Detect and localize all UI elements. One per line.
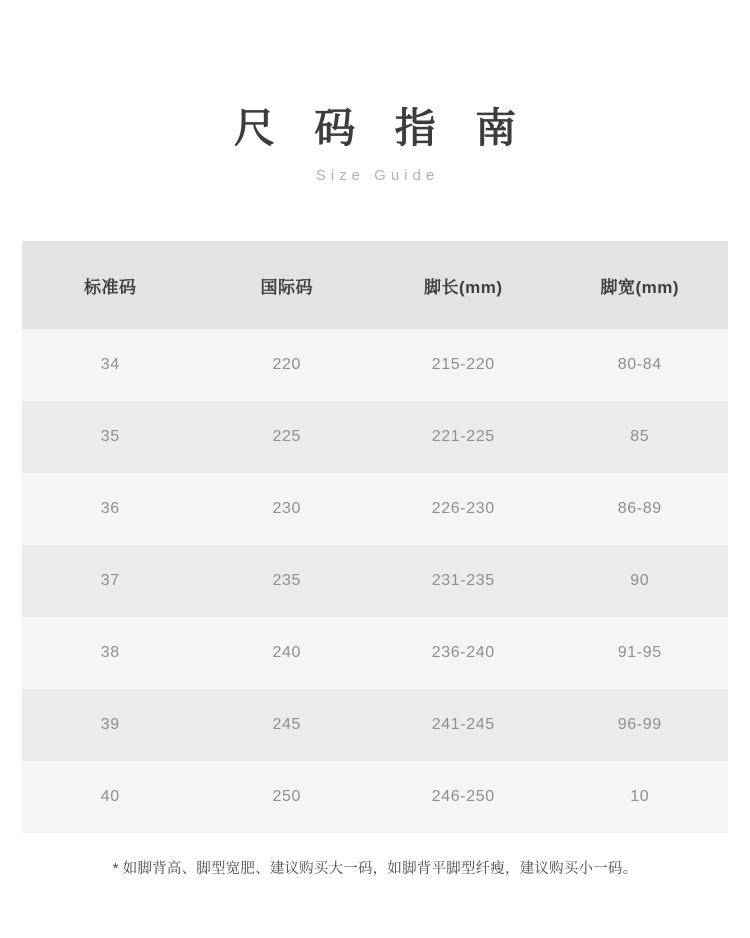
cell-standard-size: 34 xyxy=(22,329,199,401)
table-row xyxy=(22,329,728,401)
page-header xyxy=(0,0,750,184)
table-row xyxy=(22,617,728,689)
size-table-container xyxy=(22,241,728,833)
cell-international-size: 225 xyxy=(199,401,376,473)
size-table-body xyxy=(22,329,728,833)
table-row xyxy=(22,761,728,833)
table-row xyxy=(22,545,728,617)
table-row xyxy=(22,689,728,761)
cell-international-size: 230 xyxy=(199,473,376,545)
cell-foot-length: 241-245 xyxy=(375,689,552,761)
cell-foot-width: 90 xyxy=(552,545,729,617)
cell-foot-width: 10 xyxy=(552,761,729,833)
cell-foot-width: 96-99 xyxy=(552,689,729,761)
page-title: 尺 码 指 南 xyxy=(233,105,531,151)
cell-foot-width: 86-89 xyxy=(552,473,729,545)
cell-international-size: 250 xyxy=(199,761,376,833)
table-row xyxy=(22,473,728,545)
cell-international-size: 240 xyxy=(199,617,376,689)
cell-international-size: 245 xyxy=(199,689,376,761)
table-header-row xyxy=(22,241,728,329)
column-header-international-size: 国际码 xyxy=(199,241,376,329)
cell-foot-width: 80-84 xyxy=(552,329,729,401)
size-table xyxy=(22,241,728,833)
cell-foot-length: 246-250 xyxy=(375,761,552,833)
cell-foot-length: 236-240 xyxy=(375,617,552,689)
cell-standard-size: 37 xyxy=(22,545,199,617)
cell-standard-size: 39 xyxy=(22,689,199,761)
cell-foot-length: 226-230 xyxy=(375,473,552,545)
cell-foot-length: 231-235 xyxy=(375,545,552,617)
cell-foot-width: 85 xyxy=(552,401,729,473)
column-header-foot-width: 脚宽(mm) xyxy=(552,241,729,329)
cell-standard-size: 38 xyxy=(22,617,199,689)
size-guide-footnote: * 如脚背高、脚型宽肥、建议购买大一码，如脚背平脚型纤瘦，建议购买小一码。 xyxy=(112,861,638,878)
cell-standard-size: 35 xyxy=(22,401,199,473)
cell-standard-size: 40 xyxy=(22,761,199,833)
column-header-standard-size: 标准码 xyxy=(22,241,199,329)
cell-international-size: 235 xyxy=(199,545,376,617)
column-header-foot-length: 脚长(mm) xyxy=(375,241,552,329)
page-subtitle: Size Guide xyxy=(315,167,440,185)
table-row xyxy=(22,401,728,473)
cell-foot-length: 221-225 xyxy=(375,401,552,473)
cell-foot-length: 215-220 xyxy=(375,329,552,401)
cell-standard-size: 36 xyxy=(22,473,199,545)
cell-foot-width: 91-95 xyxy=(552,617,729,689)
size-table-head xyxy=(22,241,728,329)
cell-international-size: 220 xyxy=(199,329,376,401)
